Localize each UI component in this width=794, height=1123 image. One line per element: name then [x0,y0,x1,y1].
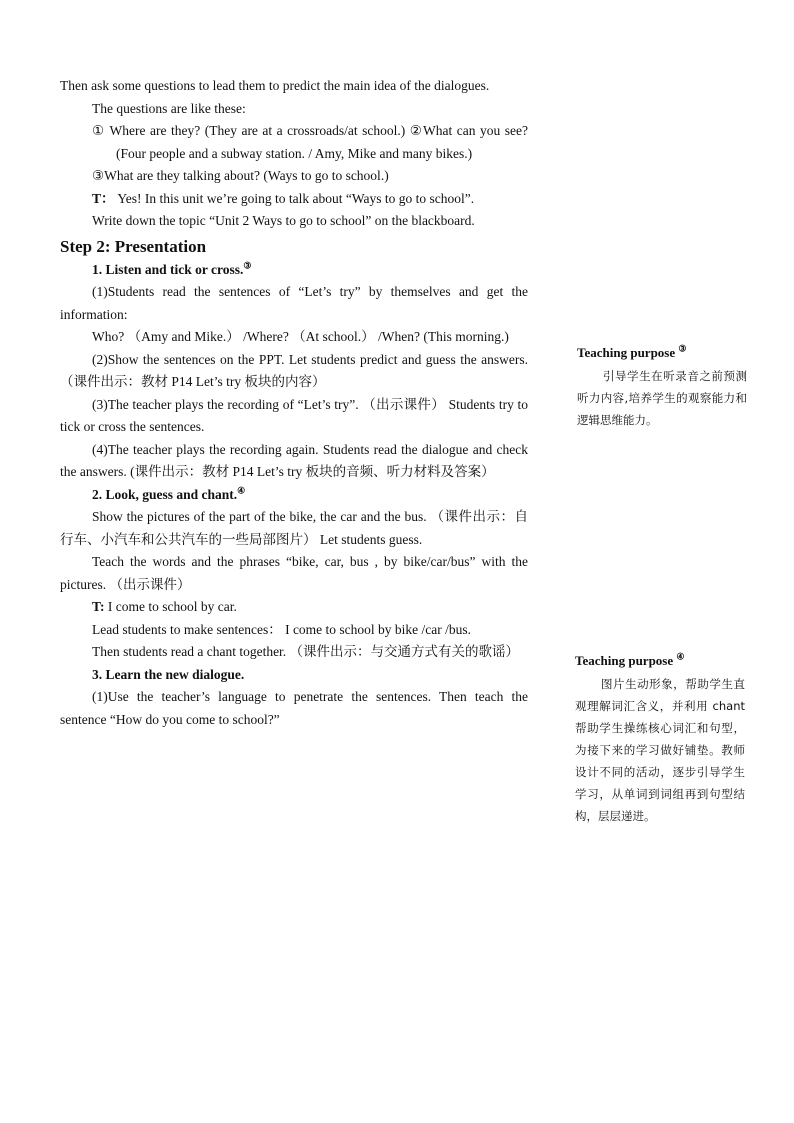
paragraph: Show the pictures of the part of the bike, the car and the bus. （课件出示：自行车、小汽车和公共汽车的一些局部图片） Let students guess. [60,509,528,547]
teaching-purpose-note [577,345,747,431]
teacher-label: T： [92,190,115,206]
paragraph: (1)Use the teacher’s language to penetrate the sentences. Then teach the sentence “How do you come to school?” [60,689,528,727]
footnote-mark: ③ [243,260,252,270]
note-title [575,653,745,669]
teacher-text: I come to school by car. [104,599,237,614]
footnote-mark: ③ [678,343,687,354]
step-heading: Step 2: Presentation [60,236,207,256]
section-heading [60,259,528,282]
section-heading [60,484,528,507]
note-body: 引导学生在听录音之前预测听力内容,培养学生的观察能力和逻辑思维能力。 [577,369,747,427]
note-title-text: Teaching purpose [577,345,676,360]
footnote-mark: ④ [237,485,246,495]
paragraph: The questions are like these: [92,100,246,116]
paragraph: (4)The teacher plays the recording again. Students read the dialogue and check the answers. (课件出示：教材 P14 Let’s try 板块的音频、听力材料及答案） [60,441,528,479]
teacher-line [60,596,528,619]
paragraph: (2)Show the sentences on the PPT. Let students predict and guess the answers. （课件出示：教材 P14 Let’s try 板块的内容） [60,351,528,389]
paragraph: Who? （Amy and Mike.） /Where? （At school.） /When? (This morning.) [92,329,509,344]
paragraph: Then ask some questions to lead them to predict the main idea of the dialogues. [60,78,490,93]
teacher-label: T: [92,599,105,614]
paragraph: Then students read a chant together. （课件出示：与交通方式有关的歌谣） [92,644,520,659]
section-title: 1. Listen and tick or cross. [92,261,244,277]
teacher-text: Yes! In this unit we’re going to talk about “Ways to go to school”. [114,190,475,206]
paragraph: Teach the words and the phrases “bike, car, bus , by bike/car/bus” with the pictures. （出示课件） [60,554,528,592]
footnote-mark: ④ [676,651,685,662]
paragraph: Write down the topic “Unit 2 Ways to go to school” on the blackboard. [92,213,475,228]
section-title: 2. Look, guess and chant. [92,486,238,502]
paragraph: (1)Students read the sentences of “Let’s try” by themselves and get the information: [60,284,528,322]
note-body: 图片生动形象，帮助学生直观理解词汇含义，并利用 chant 帮助学生操练核心词汇和句型，为接下来的学习做好铺垫。教师设计不同的活动，逐步引导学生学习，从单词到词组再到句型结构，层层递进。 [575,677,745,823]
question-list: ① Where are they? (They are at a crossroads/at school.) ②What can you see? (Four people and a subway station. / Amy, Mike and many bikes.) [92,123,528,161]
paragraph: ③What are they talking about? (Ways to go to school.) [92,168,389,183]
note-title-text: Teaching purpose [575,653,674,668]
teaching-purpose-note [575,653,745,827]
section-heading: 3. Learn the new dialogue. [92,666,245,682]
teacher-line [60,188,528,211]
paragraph: (3)The teacher plays the recording of “Let’s try”. （出示课件） Students try to tick or cross the sentences. [60,396,528,434]
lesson-plan-body [60,75,528,731]
paragraph: Lead students to make sentences： I come to school by bike /car /bus. [92,621,472,637]
note-title [577,345,747,361]
